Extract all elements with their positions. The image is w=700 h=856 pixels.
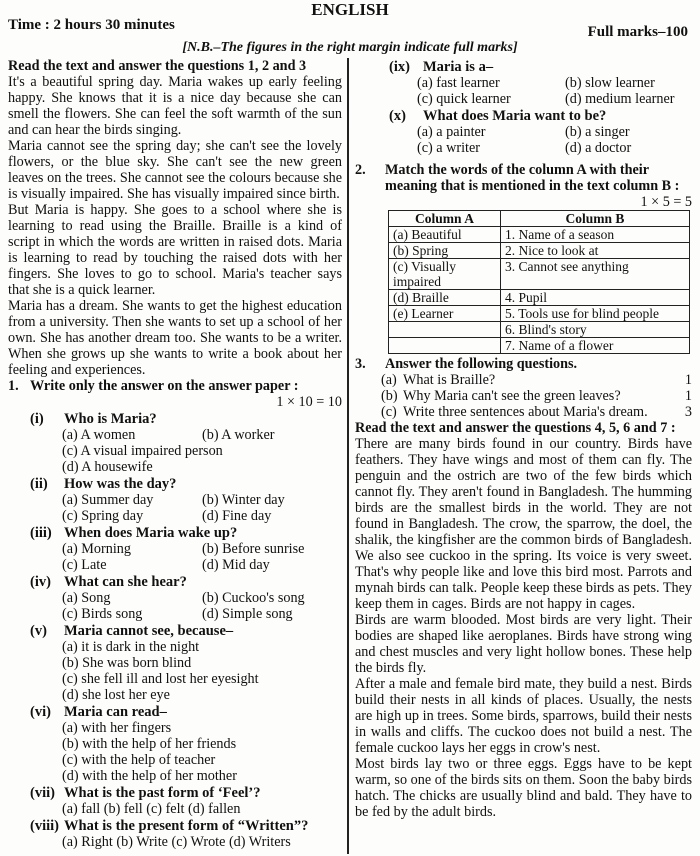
mcq-question bbox=[30, 411, 342, 427]
short-question-label: (a) bbox=[381, 372, 397, 388]
mcq-options bbox=[62, 639, 342, 703]
mcq-number: (vii) bbox=[30, 785, 55, 801]
short-question-text: Write three sentences about Maria's dream. bbox=[403, 404, 648, 420]
column-a-cell: (d) Braille bbox=[389, 290, 501, 306]
mcq-number: (iv) bbox=[30, 574, 51, 590]
mcq-question bbox=[30, 476, 342, 492]
mcq-option: (a) it is dark in the night bbox=[62, 639, 200, 655]
column-a-header: Column A bbox=[389, 211, 501, 227]
column-divider bbox=[347, 58, 349, 854]
mcq-text: Maria is a– bbox=[423, 59, 494, 75]
matching-table bbox=[388, 210, 690, 354]
mcq-options bbox=[62, 541, 342, 573]
exam-time: Time : 2 hours 30 minutes bbox=[8, 17, 175, 33]
question-1-marks: 1 × 10 = 10 bbox=[276, 394, 342, 410]
mcq-text: When does Maria wake up? bbox=[64, 525, 238, 541]
question-number: 2. bbox=[355, 162, 366, 178]
passage1-paragraph-1: It's a beautiful spring day. Maria wakes up early feeling happy. She knows that it is a nice day because she can smell the flowers. She can feel the soft warmth of the sun and can hear the birds singing. bbox=[8, 74, 342, 138]
subject-title: ENGLISH bbox=[311, 0, 389, 19]
mcq-question bbox=[30, 704, 342, 720]
mcq-option: (c) a writer bbox=[417, 140, 481, 156]
question-1-heading bbox=[8, 378, 342, 394]
mcq-text: What is the present form of “Written”? bbox=[64, 818, 309, 834]
passage2-paragraph-2: Birds are warm blooded. Most birds are very light. Their bodies are shaped like aeroplanes. Birds have strong wing and chest muscles and very light hollow bones. These help the birds fly. bbox=[355, 612, 692, 676]
mcq-option: (a) Summer day bbox=[62, 492, 154, 508]
passage1-paragraph-3: But Maria is happy. She goes to a school where she is learning to read using the Braille. Braille is a kind of script in which the words are written in raised dots. Maria is learning to read by touching the raised dots with her fingers. She loves to go to school. Maria's teacher says that she is a quick learner. bbox=[8, 202, 342, 298]
mcq-option: (a) Song bbox=[62, 590, 111, 606]
mcq-text: What does Maria want to be? bbox=[423, 108, 607, 124]
mcq-option: (a) A women bbox=[62, 427, 136, 443]
right-column bbox=[355, 58, 692, 820]
question-3-heading bbox=[355, 356, 692, 372]
passage1-instruction: Read the text and answer the questions 1, 2 and 3 bbox=[8, 58, 307, 74]
mcq-text: Who is Maria? bbox=[64, 411, 157, 427]
mcq-option: (b) with the help of her friends bbox=[62, 736, 237, 752]
left-column bbox=[8, 58, 342, 850]
question-2-marks: 1 × 5 = 5 bbox=[640, 194, 692, 210]
column-a-cell: (a) Beautiful bbox=[389, 227, 501, 243]
mcq-option: (b) Winter day bbox=[202, 492, 285, 508]
mcq-text: What is the past form of ‘Feel’? bbox=[64, 785, 261, 801]
short-question-marks: 1 bbox=[684, 372, 692, 388]
mcq-option: (a) with her fingers bbox=[62, 720, 172, 736]
mcq-option: (a) Morning bbox=[62, 541, 131, 557]
mcq-option: (d) she lost her eye bbox=[62, 687, 170, 703]
mcq-question bbox=[30, 623, 342, 639]
column-b-cell: 6. Blind's story bbox=[501, 322, 690, 338]
passage2-paragraph-3: After a male and female bird mate, they build a nest. Birds build their nests in all kinds of places. Usually, the nests are high up in trees. Some birds, sparrows, build their nests in walls and cliffs. The cuckoo does not build a nest. The female cuckoo lays her eggs in crow's nest. bbox=[355, 676, 692, 756]
question-title: Match the words of the column A with their meaning that is mentioned in the text column B : bbox=[385, 162, 680, 194]
column-b-cell: 3. Cannot see anything bbox=[501, 259, 690, 290]
mcq-options bbox=[62, 720, 342, 784]
mcq-number: (i) bbox=[30, 411, 44, 427]
mcq-number: (iii) bbox=[30, 525, 52, 541]
mcq-option: (a) fast learner bbox=[417, 75, 500, 91]
mcq-question bbox=[30, 818, 342, 834]
mcq-number: (v) bbox=[30, 623, 47, 639]
mcq-number: (ii) bbox=[30, 476, 48, 492]
column-b-cell: 2. Nice to look at bbox=[501, 243, 690, 259]
mcq-number: (ix) bbox=[389, 59, 410, 75]
mcq-option: (d) with the help of her mother bbox=[62, 768, 237, 784]
question-number: 3. bbox=[355, 356, 366, 372]
column-b-cell: 1. Name of a season bbox=[501, 227, 690, 243]
marks-note: [N.B.–The figures in the right margin indicate full marks] bbox=[182, 40, 518, 55]
mcq-option: (b) slow learner bbox=[565, 75, 655, 91]
mcq-option: (c) with the help of teacher bbox=[62, 752, 216, 768]
mcq-option: (d) Simple song bbox=[202, 606, 293, 622]
mcq-number: (vi) bbox=[30, 704, 51, 720]
column-a-cell: (b) Spring bbox=[389, 243, 501, 259]
short-question-label: (c) bbox=[381, 404, 397, 420]
mcq-options bbox=[62, 590, 342, 622]
mcq-options bbox=[62, 492, 342, 524]
mcq-text: What can she hear? bbox=[64, 574, 187, 590]
mcq-option: (b) A worker bbox=[202, 427, 275, 443]
passage1-paragraph-4: Maria has a dream. She wants to get the highest education from a university. Then she wants to set up a school of her own. She has another dream too. She wants to be a writer. When she grows up she wants to write a book about her feeling and experiences. bbox=[8, 298, 342, 378]
mcq-question bbox=[389, 108, 692, 124]
mcq-option: (c) she fell ill and lost her eyesight bbox=[62, 671, 259, 687]
mcq-option: (d) A housewife bbox=[62, 459, 153, 475]
mcq-question bbox=[389, 59, 692, 75]
mcq-options bbox=[417, 124, 692, 156]
question-2-heading bbox=[355, 162, 692, 194]
mcq-question bbox=[30, 785, 342, 801]
short-question-marks: 1 bbox=[684, 388, 692, 404]
mcq-option: (d) Fine day bbox=[202, 508, 272, 524]
mcq-options-inline: (a) Right (b) Write (c) Wrote (d) Writers bbox=[62, 834, 291, 850]
column-b-header: Column B bbox=[501, 211, 690, 227]
short-question-label: (b) bbox=[381, 388, 398, 404]
mcq-option: (c) A visual impaired person bbox=[62, 443, 223, 459]
mcq-question bbox=[30, 574, 342, 590]
mcq-option: (d) medium learner bbox=[565, 91, 675, 107]
passage2-paragraph-4: Most birds lay two or three eggs. Eggs have to be kept warm, so one of the birds sits on them. Soon the baby birds hatch. The chicks are usually blind and bald. They have to be fed by the adult birds. bbox=[355, 756, 692, 820]
question-title: Answer the following questions. bbox=[385, 356, 578, 372]
column-a-cell: (c) Visually impaired bbox=[389, 259, 501, 290]
short-question bbox=[355, 388, 692, 404]
mcq-option: (c) quick learner bbox=[417, 91, 511, 107]
mcq-text: Maria can read– bbox=[64, 704, 167, 720]
mcq-option: (b) Cuckoo's song bbox=[202, 590, 305, 606]
mcq-option: (c) Birds song bbox=[62, 606, 143, 622]
question-title: Write only the answer on the answer paper : bbox=[30, 378, 299, 394]
column-a-cell bbox=[389, 338, 501, 354]
mcq-option: (b) a singer bbox=[565, 124, 630, 140]
short-question-text: What is Braille? bbox=[403, 372, 496, 388]
mcq-option: (c) Spring day bbox=[62, 508, 144, 524]
column-b-cell: 5. Tools use for blind people bbox=[501, 306, 690, 322]
mcq-option: (b) Before sunrise bbox=[202, 541, 305, 557]
mcq-options bbox=[62, 427, 342, 475]
mcq-option: (a) a painter bbox=[417, 124, 486, 140]
mcq-number: (x) bbox=[389, 108, 406, 124]
mcq-option: (d) a doctor bbox=[565, 140, 632, 156]
short-question bbox=[355, 372, 692, 388]
short-question-marks: 3 bbox=[684, 404, 692, 420]
short-question-text: Why Maria can't see the green leaves? bbox=[403, 388, 621, 404]
mcq-option: (b) She was born blind bbox=[62, 655, 192, 671]
passage2-instruction: Read the text and answer the questions 4, 5, 6 and 7 : bbox=[355, 420, 676, 436]
passage1-paragraph-2: Maria cannot see the spring day; she can't see the lovely flowers, or the blue sky. She can't see the new green leaves on the trees. She cannot see the colours because she is visually impaired. She has visually impaired since birth. bbox=[8, 138, 342, 202]
mcq-options bbox=[417, 75, 692, 107]
mcq-question bbox=[30, 525, 342, 541]
mcq-option: (c) Late bbox=[62, 557, 107, 573]
full-marks: Full marks–100 bbox=[587, 24, 688, 40]
question-number: 1. bbox=[8, 378, 19, 394]
column-b-cell: 4. Pupil bbox=[501, 290, 690, 306]
mcq-options-inline: (a) fall (b) fell (c) felt (d) fallen bbox=[62, 801, 241, 817]
mcq-text: How was the day? bbox=[64, 476, 177, 492]
mcq-option: (d) Mid day bbox=[202, 557, 270, 573]
short-question bbox=[355, 404, 692, 420]
passage2-paragraph-1: There are many birds found in our country. Birds have feathers. They have wings and most of them can fly. The penguin and the ostrich are two of the few birds which cannot fly. They aren't found in Bangladesh. The humming birds are the smallest birds in the world. They are not found in Bangladesh. The crow, the sparrow, the doel, the shalik, the kingfisher are the common birds of Bangladesh. We also see cuckoo in the spring. Its voice is very sweet. That's why people like and love this bird most. Parrots and mynah birds can talk. People keep these birds as pets. They keep them in cages. Birds are not happy in cages. bbox=[355, 436, 693, 612]
mcq-text: Maria cannot see, because– bbox=[64, 623, 234, 639]
column-a-cell: (e) Learner bbox=[389, 306, 501, 322]
column-a-cell bbox=[389, 322, 501, 338]
mcq-number: (viii) bbox=[30, 818, 59, 834]
column-b-cell: 7. Name of a flower bbox=[501, 338, 690, 354]
